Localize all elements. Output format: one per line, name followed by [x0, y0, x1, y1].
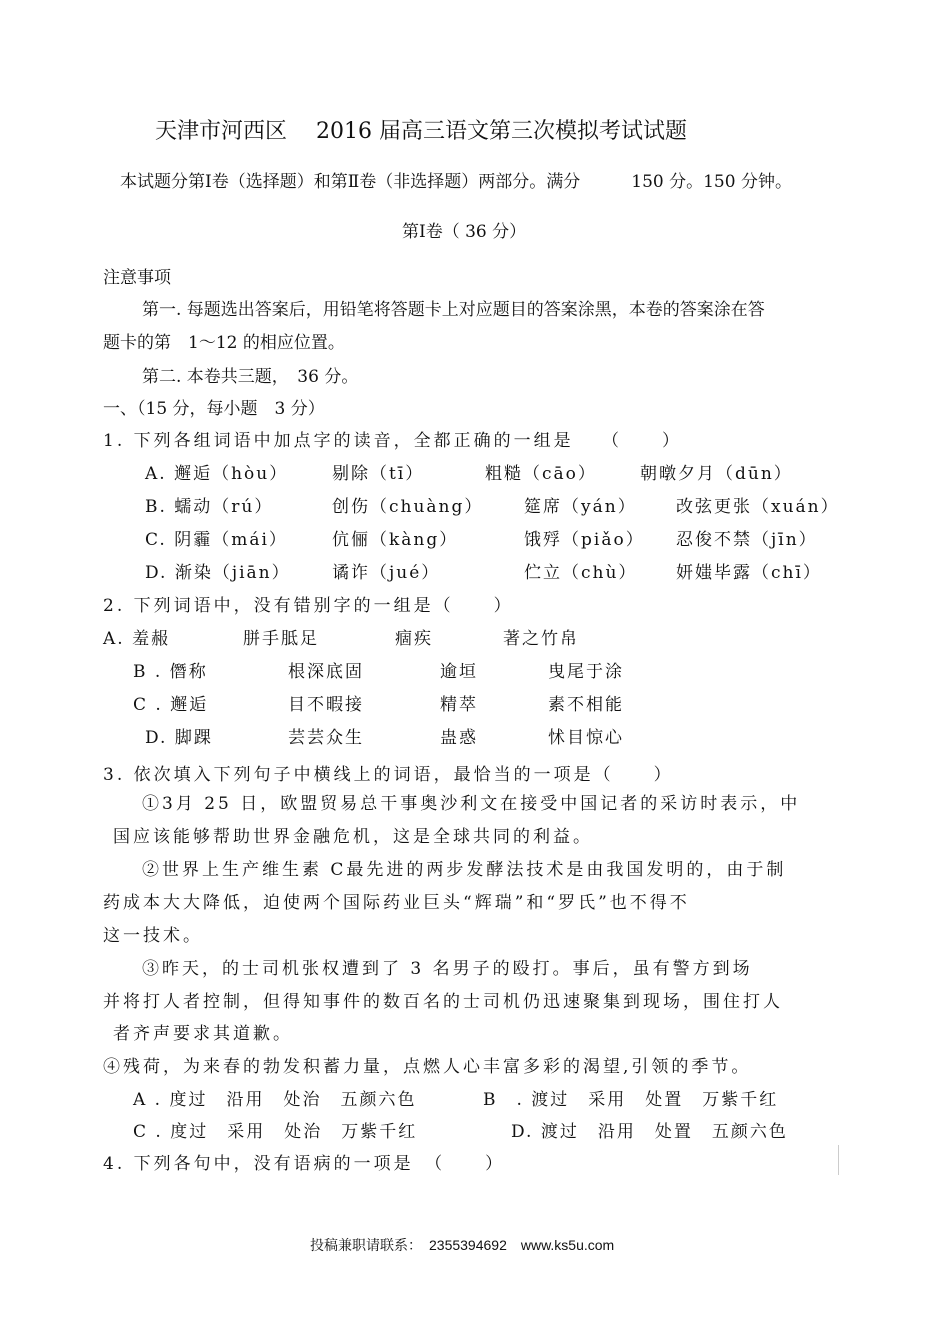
question-3-stem: 3. 依次填入下列句子中横线上的词语，最恰当的一项是（ ）	[103, 765, 674, 785]
q1-option-cell: 饿殍（piǎo）	[524, 530, 645, 550]
notes-heading: 注意事项	[103, 268, 171, 288]
margin-rule	[838, 1145, 839, 1175]
q2-option-cell: C . 邂逅	[133, 695, 209, 715]
q2-option-cell: B . 僭称	[133, 662, 208, 682]
exam-title: 天津市河西区 2016 届高三语文第三次模拟考试试题	[155, 119, 687, 144]
q2-option-cell: A. 羞赧	[103, 629, 171, 649]
q1-option-cell: A. 邂逅（hòu）	[145, 464, 289, 484]
q2-option-cell: 素不相能	[548, 695, 624, 715]
q3-sentence-2: ②世界上生产维生素 C最先进的两步发酵法技术是由我国发明的，由于制	[142, 860, 787, 880]
question-4-stem: 4. 下列各句中，没有语病的一项是 （ ）	[103, 1154, 506, 1174]
q3-sentence-3-cont: 并将打人者控制，但得知事件的数百名的士司机仍迅速聚集到现场，围住打人	[103, 992, 783, 1012]
q2-option-cell: 目不暇接	[288, 695, 364, 715]
q1-option-cell: 忍俊不禁（jīn）	[676, 530, 818, 550]
q2-option-cell: 芸芸众生	[288, 728, 364, 748]
q2-option-cell: 胼手胝足	[243, 629, 319, 649]
q2-option-cell: 根深底固	[288, 662, 364, 682]
q1-option-cell: 筵席（yán）	[524, 497, 637, 517]
q1-option-cell: D. 渐染（jiān）	[145, 563, 291, 583]
question-1-stem: 1. 下列各组词语中加点字的读音，全都正确的一组是 （ ）	[103, 431, 683, 451]
q1-option-cell: 创伤（chuàng）	[332, 497, 484, 517]
q1-option-cell: 剔除（tī）	[332, 464, 425, 484]
q1-option-cell: C. 阴霾（mái）	[145, 530, 288, 550]
q2-option-cell: 怵目惊心	[548, 728, 624, 748]
q2-option-cell: 逾垣	[440, 662, 478, 682]
q3-option-a: A . 度过 沿用 处治 五颜六色	[133, 1090, 417, 1110]
q3-sentence-1-cont: 国应该能够帮助世界金融危机，这是全球共同的利益。	[113, 827, 593, 847]
q2-option-cell: 蛊惑	[440, 728, 478, 748]
note-1-cont: 题卡的第 1～12 的相应位置。	[103, 333, 345, 353]
q3-option-c: C . 度过 采用 处治 万紫千红	[133, 1122, 418, 1142]
q1-option-cell: 伫立（chù）	[524, 563, 638, 583]
q1-option-cell: 改弦更张（xuán）	[676, 497, 840, 517]
part-heading: 一、（15 分，每小题 3 分）	[103, 399, 325, 419]
q3-sentence-1: ①3月 25 日，欧盟贸易总干事奥沙利文在接受中国记者的采访时表示，中	[142, 794, 801, 814]
q3-sentence-2-cont: 药成本大大降低，迫使两个国际药业巨头“辉瑞”和“罗氏”也不得不	[103, 893, 690, 913]
q1-option-cell: 谲诈（jué）	[332, 563, 441, 583]
q1-option-cell: 妍媸毕露（chī）	[676, 563, 822, 583]
q3-sentence-2-end: 这一技术。	[103, 926, 203, 946]
q3-option-d: D. 渡过 沿用 处置 五颜六色	[511, 1122, 788, 1142]
question-2-stem: 2. 下列词语中，没有错别字的一组是（ ）	[103, 596, 514, 616]
note-2: 第二. 本卷共三题， 36 分。	[142, 367, 359, 387]
exam-intro: 本试题分第Ⅰ卷（选择题）和第Ⅱ卷（非选择题）两部分。满分 150 分。150 分钟。	[120, 172, 792, 192]
q2-option-cell: 曳尾于涂	[548, 662, 624, 682]
note-1: 第一. 每题选出答案后，用铅笔将答题卡上对应题目的答案涂黑，本卷的答案涂在答	[142, 300, 765, 320]
q1-option-cell: 粗糙（cāo）	[485, 464, 597, 484]
footer-contact: 投稿兼职请联系： 2355394692 www.ks5u.com	[310, 1237, 615, 1253]
q1-option-cell: 伉俪（kàng）	[332, 530, 459, 550]
q1-option-cell: 朝暾夕月（dūn）	[640, 464, 793, 484]
q2-option-cell: 痼疾	[395, 629, 433, 649]
section-heading: 第Ⅰ卷（ 36 分）	[402, 222, 527, 242]
q3-option-b: B . 渡过 采用 处置 万紫千红	[483, 1090, 779, 1110]
q3-sentence-3: ③昨天，的士司机张权遭到了 3 名男子的殴打。事后，虽有警方到场	[142, 959, 753, 979]
q2-option-cell: 著之竹帛	[503, 629, 579, 649]
q1-option-cell: B. 蠕动（rú）	[145, 497, 274, 517]
q3-sentence-4: ④残荷，为来春的勃发积蓄力量，点燃人心丰富多彩的渴望,引领的季节。	[103, 1057, 752, 1077]
q2-option-cell: 精萃	[440, 695, 478, 715]
q3-sentence-3-end: 者齐声要求其道歉。	[113, 1024, 293, 1044]
q2-option-cell: D. 脚踝	[145, 728, 213, 748]
